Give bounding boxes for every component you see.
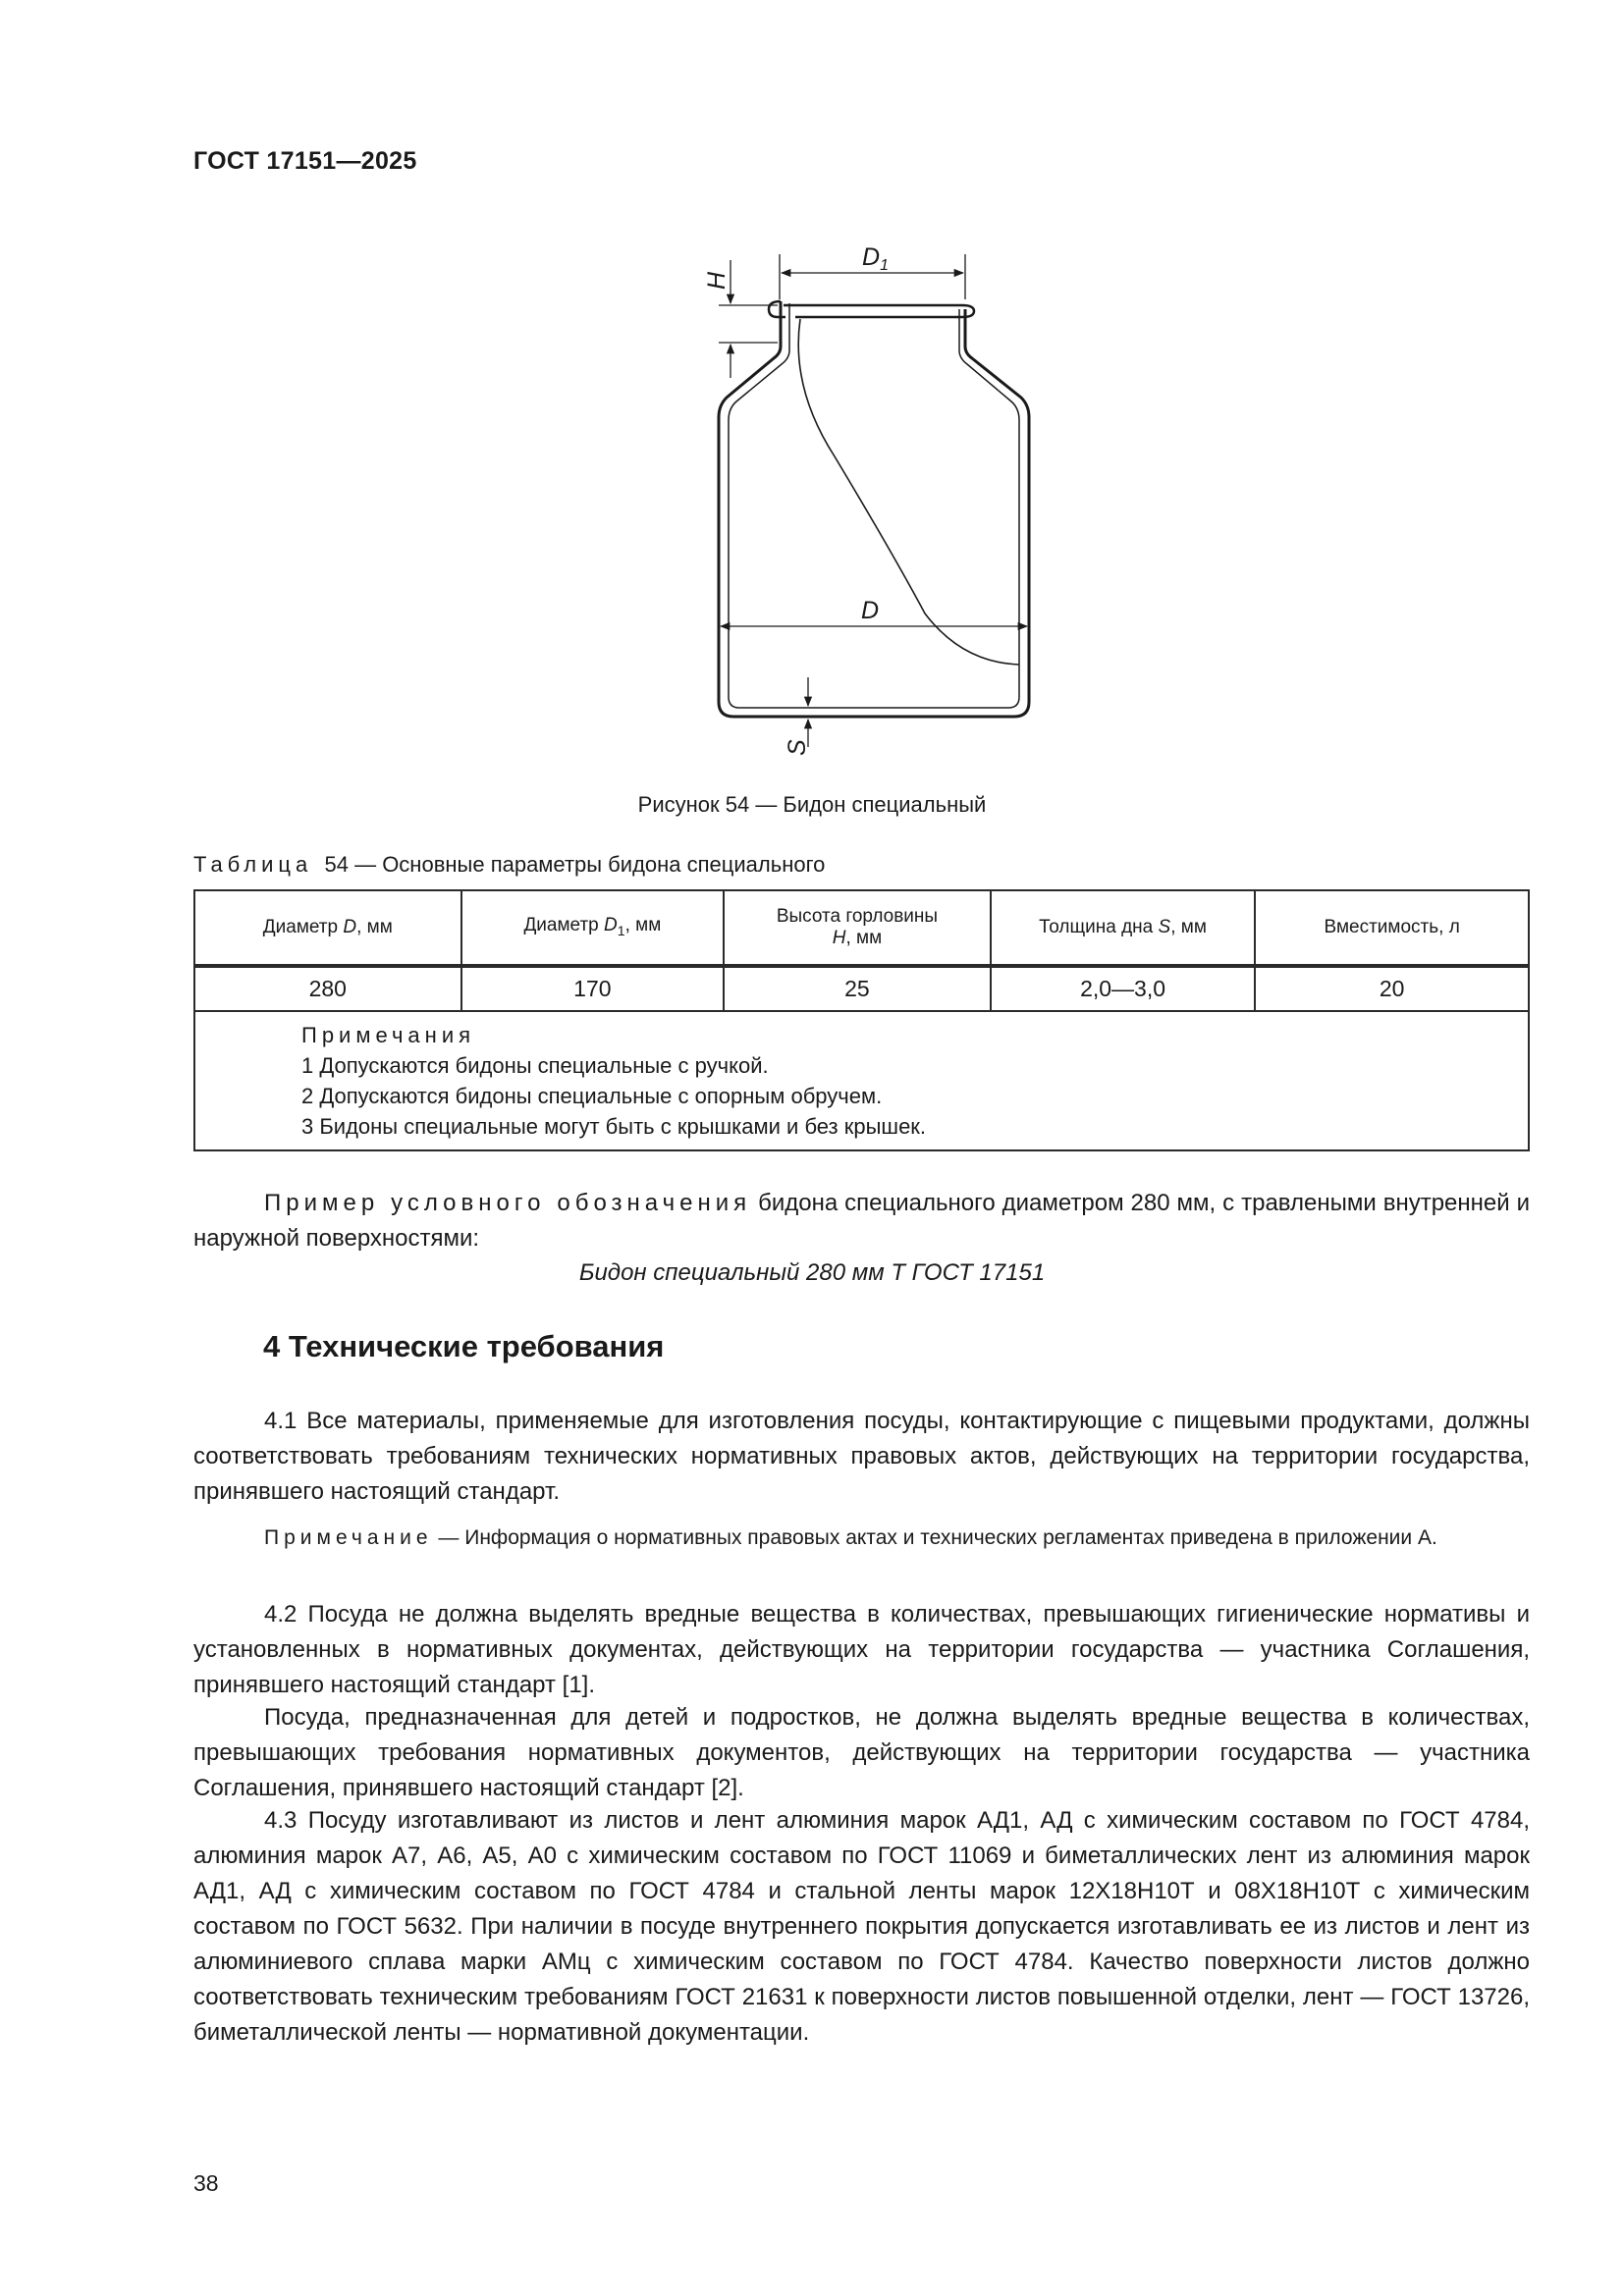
table-title: Таблица 54 — Основные параметры бидона специального (193, 852, 826, 877)
can-inner-contour (729, 303, 1019, 708)
header-capacity: Вместимость, л (1255, 890, 1529, 966)
cell-neck-height: 25 (724, 966, 991, 1011)
label-d1: $D_1$ (862, 243, 889, 274)
header-diameter-d: Диаметр D, мм (194, 890, 461, 966)
cell-bottom-thickness: 2,0—3,0 (991, 966, 1256, 1011)
table-notes-row (194, 1011, 1529, 1150)
header-diameter-d1: Диаметр $D_1$, мм (461, 890, 725, 966)
page-number: 38 (193, 2170, 219, 2196)
header-bottom-thickness: Толщина дна S, мм (991, 890, 1256, 966)
figure-can-drawing (668, 240, 1080, 771)
figure-caption: Рисунок 54 — Бидон специальный (637, 792, 987, 817)
can-outer-contour (719, 301, 1029, 717)
paragraph-4-2-children: Посуда, предназначенная для детей и подростков, не должна выделять вредные вещества в количествах, превышающих требования нормативных документов, действующих на территории государства — участника Соглашения, принявшего настоящий стандарт [2]. (193, 1704, 1530, 1801)
example-designation: Бидон специальный 280 мм Т ГОСТ 17151 (578, 1259, 1046, 1286)
table-header-row (194, 890, 1529, 966)
note-paragraph: Примечание — Информация о нормативных правовых актах и технических регламентах приведена в приложении А. (264, 1526, 1437, 1549)
header-neck-height: Высота горловины H, мм (724, 890, 991, 966)
document-code: ГОСТ 17151—2025 (193, 147, 417, 175)
can-rim (769, 301, 785, 317)
note-item: 3 Бидоны специальные могут быть с крышками и без крышек. (301, 1114, 927, 1139)
paragraph-4-2: 4.2 Посуда не должна выделять вредные вещества в количествах, превышающих гигиенические нормативы и установленных в нормативных документах, действующих на территории государства — участника Соглашения, принявшего настоящий стандарт [1]. (193, 1601, 1530, 1698)
label-d: D (861, 597, 880, 624)
note-item: 2 Допускаются бидоны специальные с опорным обручем. (301, 1084, 883, 1108)
notes-title: Примечания (301, 1023, 476, 1047)
note-item: 1 Допускаются бидоны специальные с ручкой. (301, 1053, 769, 1078)
table-notes (194, 1011, 1529, 1150)
can-rim-top (784, 305, 974, 317)
paragraph-4-1: 4.1 Все материалы, применяемые для изготовления посуды, контактирующие с пищевыми продуктами, должны соответствовать требованиям технических нормативных правовых актов, действующих на территории государства, принявшего настоящий стандарт. (193, 1408, 1530, 1505)
parameters-table (193, 889, 1530, 1151)
section-heading: 4 Технические требования (263, 1329, 665, 1363)
table-row (194, 966, 1529, 1011)
cell-diameter-d: 280 (194, 966, 461, 1011)
cell-diameter-d1: 170 (461, 966, 725, 1011)
paragraph-4-3: 4.3 Посуду изготавливают из листов и лент алюминия марок АД1, АД с химическим составом по ГОСТ 4784, алюминия марок А7, А6, А5, А0 с химическим составом по ГОСТ 11069 и биметаллических лент из алюминия марок АД1, АД с химическим составом по ГОСТ 4784 и стальной ленты марок 12Х18Н10Т и 08Х18Н10Т с химическим составом по ГОСТ 5632. При наличии в посуде внутреннего покрытия допускается изготавливать ее из листов и лент из алюминиевого сплава марки АМц с химическим составом по ГОСТ 4784. Качество поверхности листов должно соответствовать техническим требованиям ГОСТ 21631 к поверхности листов повышенной отделки, лент — ГОСТ 13726, биметаллической ленты — нормативной документации. (193, 1807, 1530, 2046)
label-h: H (703, 271, 731, 290)
example-paragraph: Пример условного обозначения бидона специального диаметром 280 мм, с травлеными внутренней и наружной поверхностями: (193, 1190, 1531, 1252)
cell-capacity: 20 (1255, 966, 1529, 1011)
label-s: S (784, 739, 811, 756)
